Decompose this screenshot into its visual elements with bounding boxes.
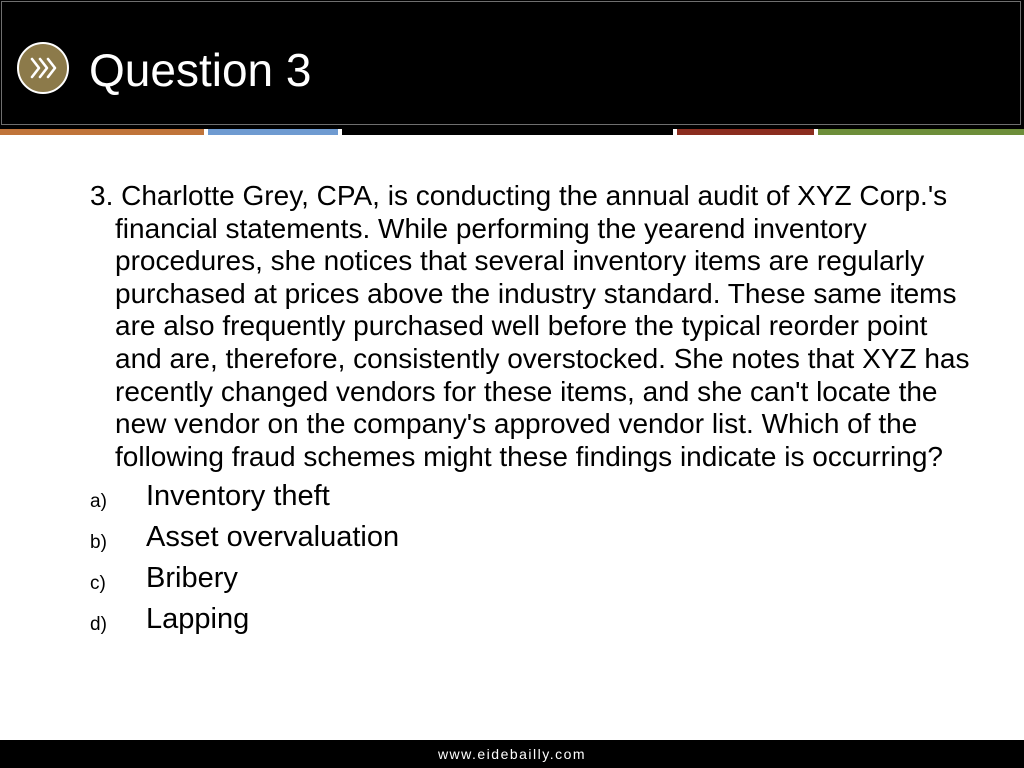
- stripe-green: [818, 129, 1024, 135]
- option-text: Inventory theft: [146, 480, 330, 513]
- double-chevron-right-icon: [19, 44, 67, 92]
- slide-title: Question 3: [89, 44, 312, 96]
- stripe-red: [677, 129, 814, 135]
- answer-options: [90, 478, 970, 642]
- option-text: Asset overvaluation: [146, 521, 400, 554]
- color-stripes: [0, 129, 1024, 135]
- question-text: 3. Charlotte Grey, CPA, is conducting the annual audit of XYZ Corp.'s financial statements. While performing the yearend inventory procedures, she notices that several inventory items are regularly purchased at prices above the industry standard. These same items are also frequently purchased well before the typical reorder point and are, therefore, consistently overstocked. She notes that XYZ has recently changed vendors for these items, and she can't locate the new vendor on the company's approved vendor list. Which of the following fraud schemes might these findings indicate is occurring?: [90, 180, 970, 472]
- stripe-orange: [0, 129, 204, 135]
- option-letter: d): [90, 614, 107, 636]
- slide-content: [90, 180, 970, 642]
- logo-badge: [17, 42, 69, 94]
- option-text: Lapping: [146, 603, 250, 636]
- option-c: [90, 560, 970, 601]
- option-a: [90, 478, 970, 519]
- option-letter: b): [90, 532, 107, 554]
- option-letter: a): [90, 491, 107, 513]
- stripe-blue: [208, 129, 338, 135]
- footer-url: www.eidebailly.com: [437, 746, 587, 762]
- option-b: [90, 519, 970, 560]
- slide-header: [0, 0, 1024, 129]
- option-d: [90, 601, 970, 642]
- option-letter: c): [90, 573, 106, 595]
- stripe-black: [342, 129, 673, 135]
- option-text: Bribery: [146, 562, 238, 595]
- slide-footer: [0, 740, 1024, 768]
